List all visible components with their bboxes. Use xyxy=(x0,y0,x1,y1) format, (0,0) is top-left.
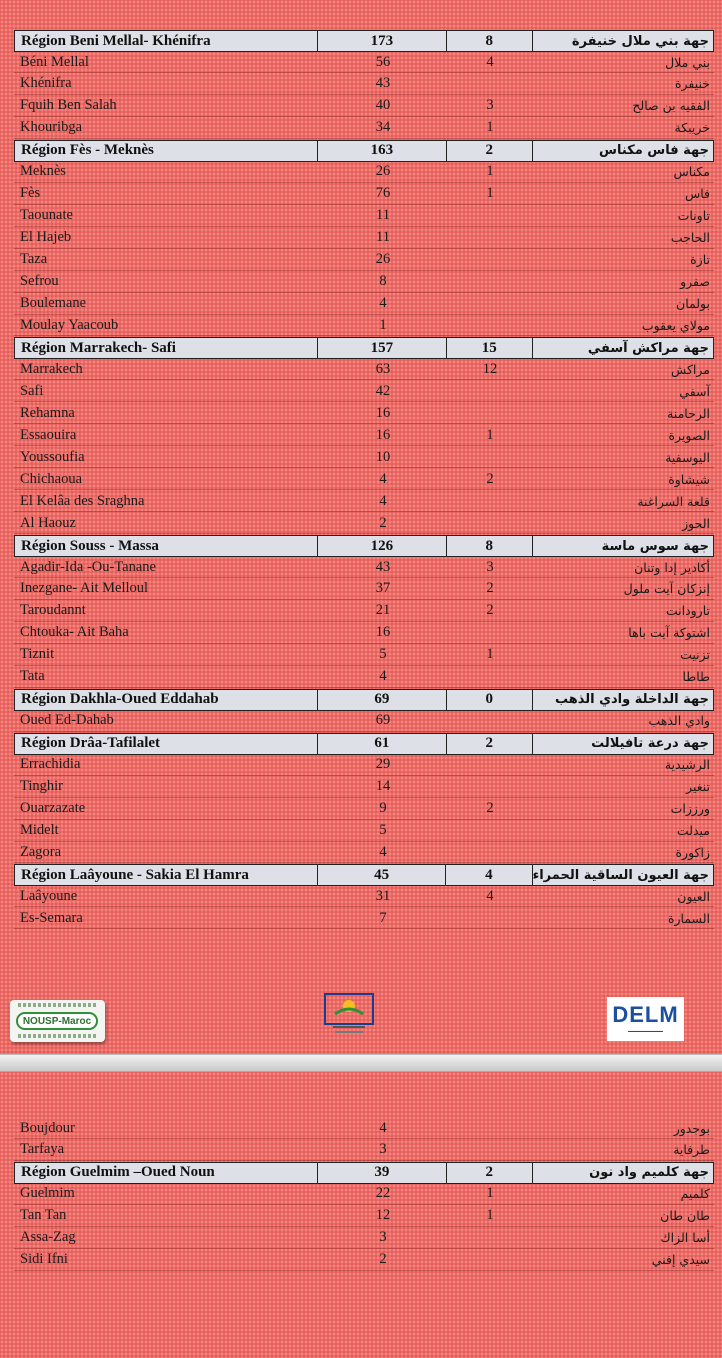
logo-fine-print-icon xyxy=(18,1034,96,1038)
province-row xyxy=(14,403,714,424)
region-name-arabic: جهة مراكش آسفي xyxy=(587,340,709,356)
province-name-arabic: مولاي يعقوب xyxy=(641,317,710,333)
count-total: 4 xyxy=(379,668,387,685)
count-total: 3 xyxy=(379,1229,387,1246)
province-row xyxy=(14,315,714,336)
count-total: 4 xyxy=(379,1119,387,1136)
province-name: Tiznit xyxy=(20,646,55,663)
province-row xyxy=(14,1206,714,1227)
count-total: 34 xyxy=(375,119,391,136)
region-name: Région Marrakech- Safi xyxy=(15,338,318,358)
province-name-arabic: بوجدور xyxy=(673,1120,710,1136)
province-row xyxy=(14,1184,714,1205)
province-row xyxy=(14,667,714,688)
count-total: 11 xyxy=(376,207,390,224)
count-secondary: 4 xyxy=(486,887,494,904)
region-name-arabic: جهة كلميم واد نون xyxy=(589,1165,709,1181)
region-row xyxy=(14,337,714,359)
province-name-arabic: الحوز xyxy=(682,515,710,531)
count-total: 29 xyxy=(375,756,391,773)
region-name-arabic: جهة بني ملال خنيفرة xyxy=(571,33,709,49)
province-name-arabic: طان طان xyxy=(660,1208,710,1224)
province-name-arabic: كلميم xyxy=(680,1186,710,1202)
count-secondary: 8 xyxy=(447,536,534,556)
province-row xyxy=(14,206,714,227)
province-name-arabic: الرحامنة xyxy=(667,405,710,421)
count-secondary: 2 xyxy=(447,734,534,754)
province-row xyxy=(14,908,714,929)
count-total: 4 xyxy=(379,492,387,509)
province-name-arabic: ورززات xyxy=(670,801,710,817)
count-total: 21 xyxy=(375,602,391,619)
province-name-arabic: خنيفرة xyxy=(674,76,710,92)
count-secondary: 2 xyxy=(486,580,494,597)
province-name-arabic: تاونات xyxy=(677,208,710,224)
count-total: 40 xyxy=(375,97,391,114)
province-name-arabic: الحاجب xyxy=(670,230,710,246)
province-row xyxy=(14,1140,714,1161)
nousp-logo-text: NOUSP-Maroc xyxy=(16,1012,98,1030)
province-name-arabic: صفرو xyxy=(680,274,710,290)
count-total: 14 xyxy=(375,778,391,795)
province-name: Meknès xyxy=(20,163,66,180)
province-name-arabic: العيون xyxy=(677,888,710,904)
count-total: 16 xyxy=(375,404,391,421)
count-secondary: 12 xyxy=(482,360,498,377)
province-name: Boujdour xyxy=(20,1119,75,1136)
region-row xyxy=(14,140,714,162)
province-name: Taroudannt xyxy=(20,602,86,619)
province-row xyxy=(14,469,714,490)
count-total: 10 xyxy=(375,448,391,465)
province-name-arabic: بولمان xyxy=(676,296,710,311)
province-name: Rehamna xyxy=(20,404,75,421)
province-name-arabic: طاطا xyxy=(682,669,710,685)
province-name-arabic: تزنيت xyxy=(680,647,710,663)
province-name-arabic: أكادير إدا وتنان xyxy=(634,559,710,575)
count-total: 3 xyxy=(379,1141,387,1158)
province-name-arabic: الصويرة xyxy=(668,427,710,443)
province-name: Ouarzazate xyxy=(20,800,86,817)
province-name: Safi xyxy=(20,382,44,399)
count-total: 157 xyxy=(318,338,446,358)
count-secondary: 1 xyxy=(486,1207,494,1224)
province-name: Es-Semara xyxy=(20,909,83,926)
count-secondary: 2 xyxy=(447,1163,534,1183)
province-name-arabic: سيدي إفني xyxy=(651,1252,710,1268)
count-secondary: 2 xyxy=(447,141,534,161)
count-total: 5 xyxy=(379,646,387,663)
province-name-arabic: خريبكة xyxy=(674,120,710,136)
province-name: Al Haouz xyxy=(20,514,76,531)
count-secondary: 4 xyxy=(486,53,494,70)
province-name: Guelmim xyxy=(20,1185,75,1202)
province-name: Midelt xyxy=(20,822,59,838)
province-row xyxy=(14,1228,714,1249)
province-row xyxy=(14,755,714,776)
province-name-arabic: أسا الزاك xyxy=(660,1230,710,1246)
province-row xyxy=(14,821,714,842)
province-name: Boulemane xyxy=(20,295,87,311)
province-name: El Kelâa des Sraghna xyxy=(20,492,145,509)
nousp-logo xyxy=(10,1000,105,1042)
province-name-arabic: شيشاوة xyxy=(668,471,710,487)
logo-fine-print-icon xyxy=(18,1003,96,1007)
province-row xyxy=(14,1250,714,1271)
region-row xyxy=(14,689,714,711)
province-name: Khénifra xyxy=(20,75,72,92)
count-total: 16 xyxy=(375,426,391,443)
count-secondary: 1 xyxy=(486,1185,494,1202)
count-total: 4 xyxy=(379,295,387,311)
province-name-arabic: إنزكان آيت ملول xyxy=(623,581,710,597)
region-row xyxy=(14,733,714,755)
count-total: 37 xyxy=(375,580,391,597)
count-total: 4 xyxy=(379,843,387,860)
count-secondary: 1 xyxy=(486,163,494,180)
province-name-arabic: مراكش xyxy=(671,361,710,377)
province-row xyxy=(14,645,714,666)
count-secondary: 8 xyxy=(447,31,534,51)
province-row xyxy=(14,381,714,402)
count-total: 2 xyxy=(379,1251,387,1268)
province-name: Taza xyxy=(20,251,48,268)
province-name: Khouribga xyxy=(20,119,83,136)
delm-logo-text: DELM xyxy=(612,1002,679,1027)
province-name: Chtouka- Ait Baha xyxy=(20,624,129,641)
province-name: Oued Ed-Dahab xyxy=(20,712,114,729)
count-total: 76 xyxy=(375,185,391,202)
delm-logo xyxy=(607,997,684,1041)
region-name: Région Souss - Massa xyxy=(15,536,318,556)
count-secondary: 0 xyxy=(447,690,534,710)
region-row xyxy=(14,1162,714,1184)
count-total: 56 xyxy=(375,53,391,70)
province-name-arabic: اشتوكة آيت باها xyxy=(628,625,710,641)
province-name-arabic: فاس xyxy=(684,186,710,202)
province-name: Fquih Ben Salah xyxy=(20,97,117,114)
province-name: Errachidia xyxy=(20,756,81,773)
count-total: 5 xyxy=(379,822,387,838)
region-name: Région Fès - Meknès xyxy=(15,141,318,161)
region-name-arabic: جهة العيون الساقية الحمراء xyxy=(532,867,709,883)
province-row xyxy=(14,557,714,578)
count-total: 22 xyxy=(375,1185,391,1202)
count-total: 173 xyxy=(318,31,446,51)
province-row xyxy=(14,250,714,271)
count-total: 1 xyxy=(379,316,387,333)
count-total: 9 xyxy=(379,800,387,817)
province-name: Inezgane- Ait Melloul xyxy=(20,580,149,597)
count-total: 39 xyxy=(318,1163,446,1183)
count-total: 163 xyxy=(318,141,446,161)
province-name-arabic: زاكورة xyxy=(675,844,710,860)
province-name: Essaouira xyxy=(20,426,77,443)
province-row xyxy=(14,447,714,468)
count-secondary: 2 xyxy=(486,800,494,817)
province-row xyxy=(14,52,714,73)
region-name: Région Dakhla-Oued Eddahab xyxy=(15,690,318,710)
province-name: Tarfaya xyxy=(20,1141,65,1158)
count-secondary: 15 xyxy=(447,338,534,358)
count-total: 63 xyxy=(375,360,391,377)
count-total: 26 xyxy=(375,251,391,268)
province-name-arabic: الرشيدية xyxy=(664,757,710,773)
province-name-arabic: وادي الذهب xyxy=(648,713,710,729)
region-name-arabic: جهة درعة تافيلالت xyxy=(591,736,709,752)
ministry-emblem-icon xyxy=(323,992,375,1038)
province-row xyxy=(14,886,714,907)
province-row xyxy=(14,162,714,183)
province-row xyxy=(14,777,714,798)
count-secondary: 2 xyxy=(486,470,494,487)
count-total: 69 xyxy=(318,690,446,710)
logo-fine-print-icon: ▬▬▬▬▬▬▬▬▬▬ xyxy=(628,1029,663,1033)
count-total: 69 xyxy=(375,712,391,729)
count-total: 8 xyxy=(379,273,387,290)
count-total: 61 xyxy=(318,734,446,754)
province-name-arabic: مكناس xyxy=(673,164,710,180)
province-name: Zagora xyxy=(20,843,62,860)
province-row xyxy=(14,294,714,315)
province-name-arabic: اليوسفية xyxy=(665,449,710,465)
province-row xyxy=(14,74,714,95)
province-name-arabic: بني ملال xyxy=(665,54,710,70)
province-name: El Hajeb xyxy=(20,229,72,246)
table-page-2 xyxy=(0,1070,722,1358)
province-name: Taounate xyxy=(20,207,73,224)
province-name-arabic: الفقيه بن صالح xyxy=(632,98,710,114)
province-row xyxy=(14,184,714,205)
province-name: Tinghir xyxy=(20,778,63,795)
province-name: Fès xyxy=(20,185,41,202)
province-name: Moulay Yaacoub xyxy=(20,316,119,333)
region-row xyxy=(14,864,714,886)
region-name-arabic: جهة الداخلة وادي الذهب xyxy=(554,692,709,708)
province-row xyxy=(14,513,714,534)
count-secondary: 3 xyxy=(486,558,494,575)
count-total: 12 xyxy=(375,1207,391,1224)
province-name: Chichaoua xyxy=(20,470,83,487)
province-name-arabic: طرفاية xyxy=(673,1142,710,1158)
province-name-arabic: قلعة السراغنة xyxy=(637,493,710,509)
province-name: Marrakech xyxy=(20,360,83,377)
region-name: Région Laâyoune - Sakia El Hamra xyxy=(15,865,318,885)
province-row xyxy=(14,579,714,600)
province-name: Assa-Zag xyxy=(20,1229,76,1246)
count-total: 7 xyxy=(379,909,387,926)
count-secondary: 2 xyxy=(486,602,494,619)
count-total: 31 xyxy=(375,887,391,904)
province-row xyxy=(14,1118,714,1139)
province-row xyxy=(14,359,714,380)
province-name: Tan Tan xyxy=(20,1207,67,1224)
count-total: 43 xyxy=(375,558,391,575)
count-secondary: 1 xyxy=(486,646,494,663)
count-secondary: 4 xyxy=(446,865,532,885)
province-name-arabic: تازة xyxy=(690,252,710,268)
footer-logos xyxy=(0,992,722,1052)
count-total: 2 xyxy=(379,514,387,531)
count-total: 126 xyxy=(318,536,446,556)
province-name-arabic: تارودانت xyxy=(665,603,710,619)
province-name: Laâyoune xyxy=(20,887,78,904)
province-name: Sefrou xyxy=(20,273,59,290)
province-name-arabic: ميدلت xyxy=(676,823,710,838)
count-total: 4 xyxy=(379,470,387,487)
region-name: Région Drâa-Tafilalet xyxy=(15,734,318,754)
province-row xyxy=(14,272,714,293)
province-name: Agadir-Ida -Ou-Tanane xyxy=(20,558,156,575)
province-row xyxy=(14,711,714,732)
count-secondary: 3 xyxy=(486,97,494,114)
province-row xyxy=(14,118,714,139)
province-row xyxy=(14,799,714,820)
province-name: Béni Mellal xyxy=(20,53,89,70)
count-total: 26 xyxy=(375,163,391,180)
province-row xyxy=(14,842,714,863)
province-name-arabic: آسفي xyxy=(679,383,710,399)
province-row xyxy=(14,228,714,249)
region-row xyxy=(14,535,714,557)
province-row xyxy=(14,491,714,512)
province-row xyxy=(14,96,714,117)
count-secondary: 1 xyxy=(486,426,494,443)
province-name-arabic: السمارة xyxy=(667,910,710,926)
count-total: 43 xyxy=(375,75,391,92)
province-name: Tata xyxy=(20,668,45,685)
count-secondary: 1 xyxy=(486,119,494,136)
province-name-arabic: تنغير xyxy=(686,779,710,795)
province-row xyxy=(14,425,714,446)
province-row xyxy=(14,623,714,644)
count-secondary: 1 xyxy=(486,185,494,202)
province-name: Youssoufia xyxy=(20,448,85,465)
province-row xyxy=(14,601,714,622)
count-total: 16 xyxy=(375,624,391,641)
region-name: Région Guelmim –Oued Noun xyxy=(15,1163,318,1183)
region-row xyxy=(14,30,714,52)
count-total: 11 xyxy=(376,229,390,246)
count-total: 45 xyxy=(318,865,446,885)
region-name: Région Beni Mellal- Khénifra xyxy=(15,31,318,51)
region-name-arabic: جهة سوس ماسة xyxy=(601,538,709,554)
count-total: 42 xyxy=(375,382,391,399)
province-name: Sidi Ifni xyxy=(20,1251,68,1268)
region-name-arabic: جهة فاس مكناس xyxy=(599,143,709,159)
